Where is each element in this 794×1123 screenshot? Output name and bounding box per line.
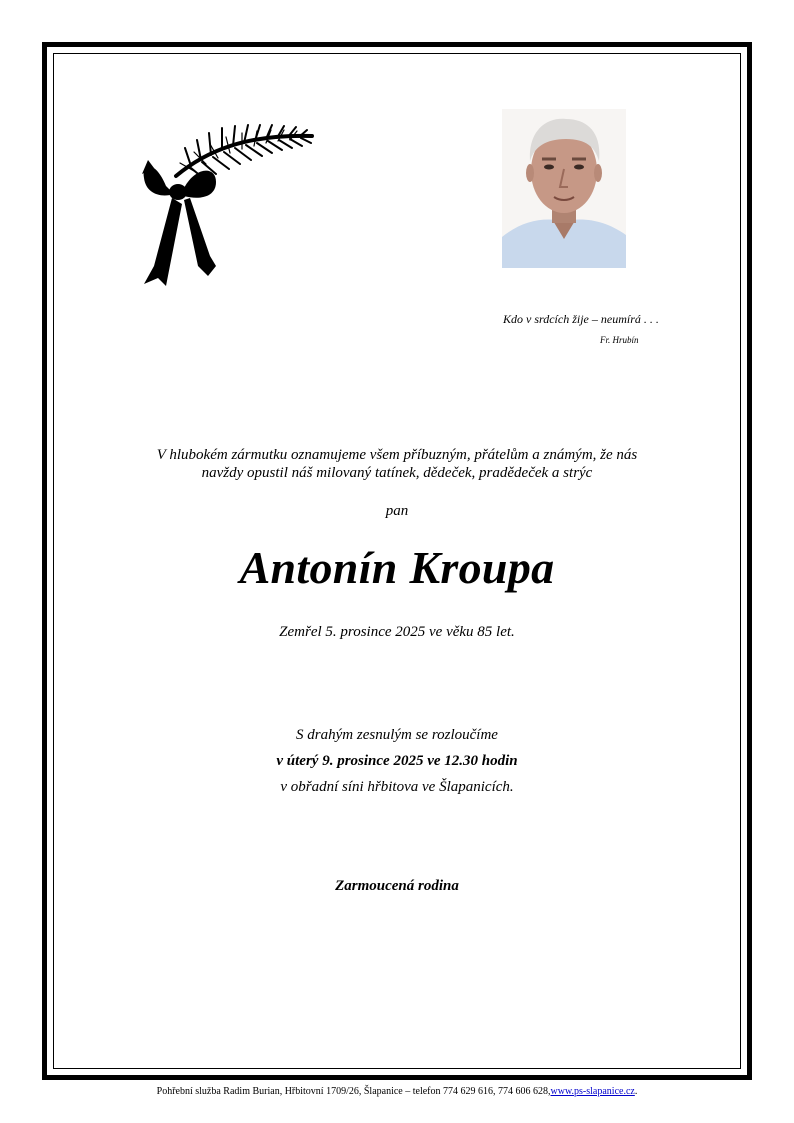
footer-text: Pohřební služba Radim Burian, Hřbitovní 1709/26, Šlapanice – telefon 774 629 616, 774 606 628, bbox=[156, 1086, 551, 1097]
farewell-date: v úterý 9. prosince 2025 ve 12.30 hodin bbox=[276, 753, 518, 769]
signature: Zarmoucená rodina bbox=[335, 878, 459, 894]
farewell-info bbox=[0, 722, 794, 800]
website-link[interactable]: www.ps-slapanice.cz bbox=[550, 1086, 635, 1097]
death-info: Zemřel 5. prosince 2025 ve věku 85 let. bbox=[279, 624, 515, 640]
announcement-text bbox=[0, 446, 794, 482]
footer bbox=[0, 1086, 794, 1097]
farewell-line-1: S drahým zesnulým se rozloučíme bbox=[296, 727, 498, 743]
honorific: pan bbox=[385, 503, 409, 519]
footer-end: . bbox=[634, 1086, 638, 1097]
quote-author: Fr. Hrubín bbox=[600, 335, 639, 345]
quote-text: Kdo v srdcích žije – neumírá . . . bbox=[503, 312, 659, 326]
deceased-name: Antonín Kroupa bbox=[239, 542, 555, 593]
announcement-line-1: V hlubokém zármutku oznamujeme všem příbuzným, přátelům a známým, že nás bbox=[156, 447, 638, 463]
portrait-photo bbox=[502, 109, 626, 268]
farewell-place: v obřadní síni hřbitova ve Šlapanicích. bbox=[280, 779, 514, 795]
announcement-line-2: navždy opustil náš milovaný tatínek, dědeček, pradědeček a strýc bbox=[201, 465, 593, 481]
palm-ribbon-icon bbox=[136, 116, 322, 292]
